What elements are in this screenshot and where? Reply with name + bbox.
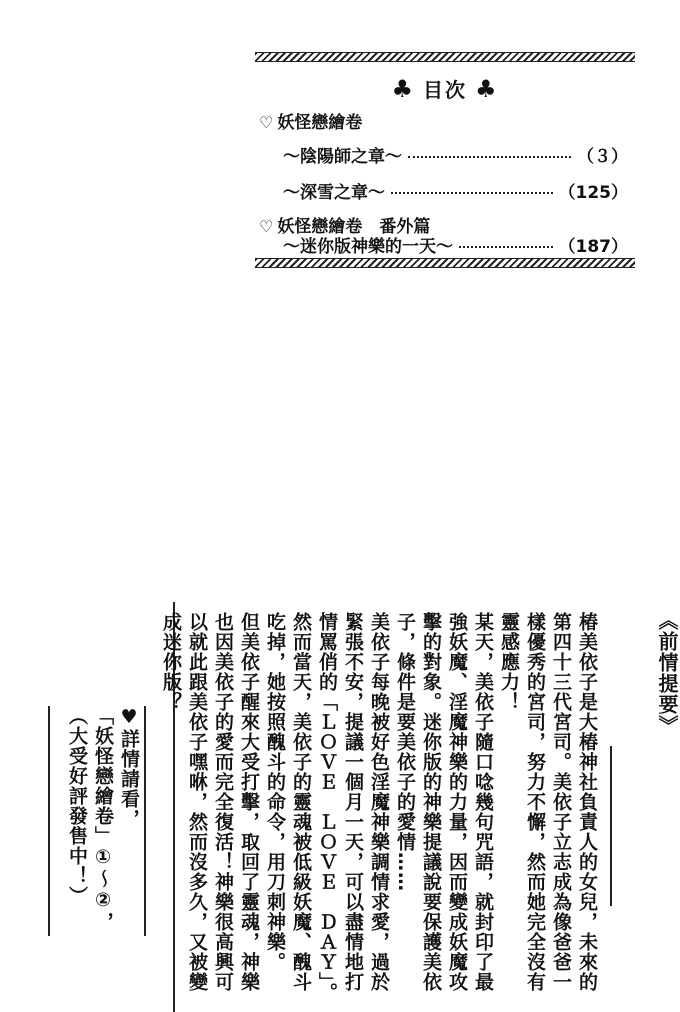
chapter-title: ～深雪之章～ — [283, 183, 385, 203]
leader-dots — [391, 192, 553, 194]
toc-entry-chapter-1[interactable] — [283, 142, 628, 167]
club-icon: ♣ — [391, 75, 415, 103]
note-line: ♥詳情請看， — [118, 706, 140, 829]
summary-paragraph: 美依子每晚被好色淫魔神樂調情求愛，過於緊張不安，提議一個月一天，可以盡情地打情罵俏的「ＬＯＶＥ ＬＯＶＥ ＤＡＹ」。 — [316, 612, 390, 1003]
page-number: （187） — [558, 237, 628, 257]
club-icon: ♣ — [475, 75, 499, 103]
reference-note — [58, 706, 142, 966]
note-line: （大受好評發售中！） — [66, 706, 88, 906]
series-title: 妖怪戀繪卷 — [277, 113, 363, 133]
page-number: （３） — [577, 147, 628, 167]
decorative-border-bottom — [255, 258, 635, 268]
toc-entry-chapter-2[interactable] — [283, 178, 628, 203]
leader-dots — [459, 246, 553, 248]
summary-paragraph: 然而當天，美依子的靈魂被低級妖魔、醜斗吃掉，她按照醜斗的命令，用刀刺神樂。 — [264, 612, 312, 992]
table-of-contents — [255, 52, 635, 270]
chapter-title: ～陰陽師之章～ — [283, 147, 402, 167]
toc-title: 目次 — [423, 78, 467, 102]
series-title: 妖怪戀繪卷 番外篇 — [277, 217, 431, 237]
chapter-title: ～迷你版神樂的一天～ — [283, 237, 453, 257]
leader-dots — [408, 156, 571, 158]
summary-paragraph: 椿美依子是大椿神社負責人的女兒，未來的第四十三代宮司。美依子立志成為像爸爸一樣優秀的宮司，努力不懈，然而她完全沒有靈感應力！ — [498, 612, 598, 992]
summary-paragraph: 某天，美依子隨口唸幾句咒語，就封印了最強妖魔、淫魔神樂的力量，因而變成妖魔攻擊的對象。迷你版的神樂提議說要保護美依子，條件是要美依子的愛情…… — [394, 612, 494, 992]
decorative-border-top — [255, 52, 635, 62]
summary-body — [160, 612, 600, 1007]
page-number: （125） — [558, 183, 628, 203]
heart-icon: ♡ — [259, 217, 274, 236]
toc-series-1 — [259, 108, 362, 133]
heart-icon: ♡ — [259, 113, 274, 132]
summary-title: 《前情提要》 — [655, 610, 679, 736]
summary-paragraph: 但美依子醒來大受打擊，取回了靈魂，神樂也因美依子的愛而完全復活！神樂很高興可以就此跟美依子嘿咻，然而沒多久，又被變成迷你版？ — [160, 612, 260, 992]
note-line: 「妖怪戀繪卷」①～②， — [92, 706, 114, 932]
toc-heading — [255, 74, 635, 103]
toc-entry-chapter-3[interactable] — [283, 232, 628, 257]
